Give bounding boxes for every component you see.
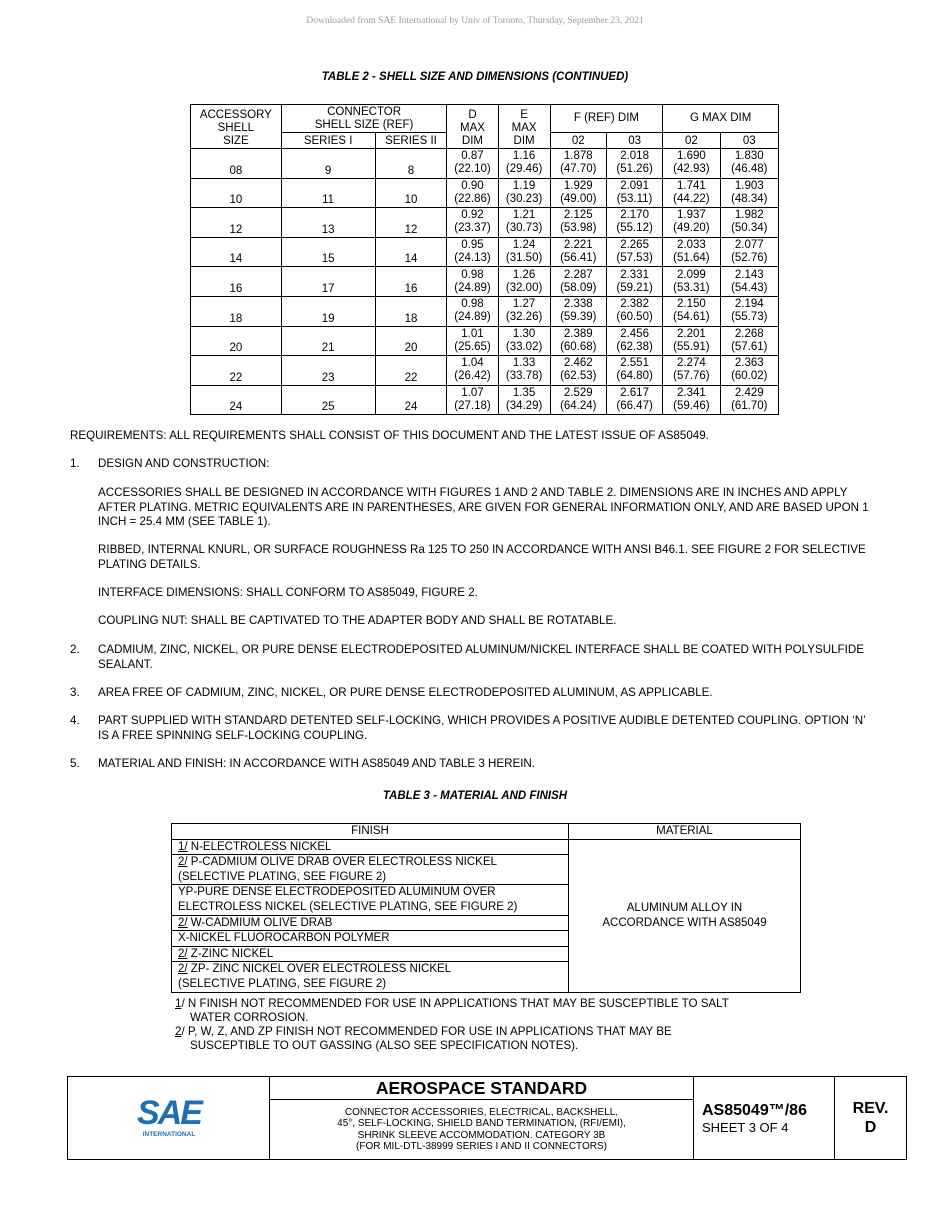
mm-value: (50.34) [731,222,768,235]
cell-e [498,267,550,297]
mm-value: (58.09) [560,281,597,294]
inch-value: 2.331 [620,268,649,281]
cell-e [498,385,550,415]
cell-g02 [663,385,720,415]
cell-f02 [550,385,606,415]
mm-value: (52.76) [731,252,768,265]
item-1-design-paragraph: ACCESSORIES SHALL BE DESIGNED IN ACCORDANCE WITH FIGURES 1 AND 2 AND TABLE 2. DIMENSIONS ARE IN INCHES AND APPLY AFTER PLATING. METRIC EQUIVALENTS ARE IN PARENTHESES, ARE GIVEN FOR GENERAL INFORMATION ONLY, AND ARE BASED UPON 1 INCH = 25.4 MM (SEE TABLE 1). [98,486,869,528]
mm-value: (23.37) [454,222,491,235]
material-finish-table [171,823,801,993]
item-1-coupling-nut-paragraph: COUPLING NUT: SHALL BE CAPTIVATED TO THE ADAPTER BODY AND SHALL BE ROTATABLE. [98,614,617,627]
mm-value: (62.38) [616,340,653,353]
mm-value: (59.46) [673,400,710,413]
cell-e [498,149,550,179]
inch-value: 2.617 [620,387,649,400]
item-4-text: PART SUPPLIED WITH STANDARD DETENTED SELF-LOCKING, WHICH PROVIDES A POSITIVE AUDIBLE DETENTED COUPLING. OPTION ‘N’ IS A FREE SPINNING SELF-LOCKING COUPLING. [98,714,866,742]
mm-value: (26.42) [454,370,491,383]
inch-value: 2.551 [620,357,649,370]
header-finish: FINISH [172,824,569,840]
sae-logo [68,1077,270,1160]
mm-value: (34.29) [505,400,543,413]
mm-value: (66.47) [616,400,653,413]
cell-s1: 15 [281,237,375,267]
cell-s2: 14 [375,237,447,267]
cell-s1: 17 [281,267,375,297]
inch-value: 1.33 [512,357,536,370]
mm-value: (47.70) [560,163,597,176]
table-row [191,296,779,326]
table-row [191,149,779,179]
mm-value: (31.50) [505,252,543,265]
requirements-statement: REQUIREMENTS: ALL REQUIREMENTS SHALL CONSIST OF THIS DOCUMENT AND THE LATEST ISSUE OF AS85049. [70,429,709,442]
inch-value: 2.363 [734,357,764,370]
table-row [191,237,779,267]
cell-g03 [720,237,778,267]
mm-value: (24.13) [454,252,491,265]
cell-f02 [550,208,606,238]
document-number: AS85049™/86 [702,1102,807,1119]
mm-value: (30.73) [505,222,543,235]
inch-value: 2.221 [563,239,593,252]
cell-g02 [663,267,720,297]
document-id-cell [694,1077,835,1160]
cell-d [447,296,498,326]
cell-g02 [663,356,720,386]
mm-value: (49.00) [560,192,597,205]
mm-value: (57.76) [673,370,710,383]
inch-value: 2.018 [620,150,649,163]
finish-row-z: 2/ Z-ZINC NICKEL [172,946,569,962]
cell-f03 [606,237,662,267]
cell-s1: 23 [281,356,375,386]
cell-s2: 10 [375,178,447,208]
inch-value: 0.98 [461,268,484,281]
inch-value: 2.529 [563,387,593,400]
inch-value: 2.033 [677,239,706,252]
finish-row-zp: 2/ ZP- ZINC NICKEL OVER ELECTROLESS NICKEL (SELECTIVE PLATING, SEE FIGURE 2) [172,962,569,992]
finish-row-yp: YP-PURE DENSE ELECTRODEPOSITED ALUMINUM OVER ELECTROLESS NICKEL (SELECTIVE PLATING, SEE FIGURE 2) [172,885,569,915]
inch-value: 2.150 [677,298,706,311]
inch-value: 1.07 [461,387,484,400]
inch-value: 0.90 [461,179,484,192]
cell-f03 [606,149,662,179]
shell-size-table-body [191,149,779,415]
cell-g03 [720,296,778,326]
revision-label: REV. [852,1100,889,1117]
cell-e [498,208,550,238]
inch-value: 2.170 [620,209,649,222]
inch-value: 2.125 [563,209,593,222]
download-watermark: Downloaded from SAE International by Univ of Toronto, Thursday, September 23, 2021 [306,16,644,26]
mm-value: (24.89) [454,311,491,324]
cell-d [447,385,498,415]
mm-value: (32.00) [505,281,543,294]
inch-value: 1.982 [734,209,764,222]
cell-acc: 10 [191,178,282,208]
inch-value: 2.077 [734,239,764,252]
cell-f03 [606,356,662,386]
mm-value: (59.39) [560,311,597,324]
inch-value: 1.24 [512,239,536,252]
inch-value: 1.16 [512,150,536,163]
cell-e [498,296,550,326]
cell-g03 [720,326,778,356]
inch-value: 1.30 [512,327,536,340]
mm-value: (22.10) [454,163,491,176]
inch-value: 2.338 [563,298,593,311]
inch-value: 1.929 [563,179,593,192]
aerospace-standard-heading: AEROSPACE STANDARD [270,1077,694,1100]
inch-value: 2.462 [563,357,593,370]
mm-value: (53.11) [616,192,653,205]
mm-value: (53.98) [560,222,597,235]
inch-value: 1.878 [563,150,593,163]
cell-g03 [720,178,778,208]
cell-f03 [606,385,662,415]
table-row [191,178,779,208]
header-d-max-dim: D MAX DIM [447,105,498,149]
item-5-text: MATERIAL AND FINISH: IN ACCORDANCE WITH AS85049 AND TABLE 3 HEREIN. [98,757,536,770]
cell-acc: 16 [191,267,282,297]
inch-value: 1.903 [734,179,764,192]
mm-value: (29.46) [505,163,543,176]
mm-value: (51.64) [673,252,710,265]
footnote-1: 1/ N FINISH NOT RECOMMENDED FOR USE IN APPLICATIONS THAT MAY BE SUSCEPTIBLE TO SALT WATER CORROSION. [175,997,729,1025]
cell-s1: 19 [281,296,375,326]
finish-row-n: 1/ N-ELECTROLESS NICKEL [172,839,569,855]
footnote-2: 2/ P, W, Z, AND ZP FINISH NOT RECOMMENDED FOR USE IN APPLICATIONS THAT MAY BE SUSCEPTIBLE TO OUT GASSING (ALSO SEE SPECIFICATION NOTES). [175,1025,672,1053]
cell-d [447,267,498,297]
mm-value: (48.34) [731,192,768,205]
title-block [67,1076,907,1160]
cell-d [447,178,498,208]
cell-d [447,237,498,267]
cell-acc: 18 [191,296,282,326]
cell-s1: 11 [281,178,375,208]
header-g-max-dim: G MAX DIM [663,105,779,133]
mm-value: (25.65) [454,340,491,353]
cell-f03 [606,326,662,356]
cell-acc: 22 [191,356,282,386]
mm-value: (44.22) [673,192,710,205]
inch-value: 2.194 [734,298,764,311]
inch-value: 2.143 [734,268,764,281]
revision-cell [835,1077,907,1160]
item-2-number: 2. [70,643,80,656]
header-f-03: 03 [606,133,662,149]
mm-value: (24.89) [454,281,491,294]
header-series-ii: SERIES II [375,133,447,149]
cell-g03 [720,149,778,179]
cell-f02 [550,178,606,208]
cell-f03 [606,178,662,208]
inch-value: 2.429 [734,387,764,400]
finish-row-w: 2/ W-CADMIUM OLIVE DRAB [172,915,569,931]
inch-value: 2.201 [677,327,706,340]
cell-g02 [663,296,720,326]
item-1-interface-paragraph: INTERFACE DIMENSIONS: SHALL CONFORM TO AS85049, FIGURE 2. [98,586,478,599]
header-accessory-shell-size: ACCESSORY SHELL SIZE [191,105,282,149]
cell-acc: 14 [191,237,282,267]
item-5-number: 5. [70,757,80,770]
mm-value: (57.61) [731,340,768,353]
mm-value: (55.73) [731,311,768,324]
inch-value: 0.98 [461,298,484,311]
cell-f02 [550,149,606,179]
cell-acc: 20 [191,326,282,356]
inch-value: 2.099 [677,268,706,281]
inch-value: 1.937 [677,209,706,222]
mm-value: (55.91) [673,340,710,353]
cell-e [498,356,550,386]
header-g-03: 03 [720,133,778,149]
inch-value: 0.92 [461,209,484,222]
mm-value: (57.53) [616,252,653,265]
inch-value: 2.287 [563,268,593,281]
inch-value: 1.26 [512,268,536,281]
cell-acc: 12 [191,208,282,238]
cell-g02 [663,178,720,208]
mm-value: (27.18) [454,400,491,413]
mm-value: (46.48) [731,163,768,176]
inch-value: 0.95 [461,239,484,252]
cell-f02 [550,267,606,297]
item-1-title: DESIGN AND CONSTRUCTION: [98,457,270,470]
sheet-number: SHEET 3 OF 4 [702,1120,789,1135]
finish-row-p: 2/ P-CADMIUM OLIVE DRAB OVER ELECTROLESS NICKEL (SELECTIVE PLATING, SEE FIGURE 2) [172,855,569,885]
inch-value: 1.35 [512,387,536,400]
mm-value: (30.23) [505,192,543,205]
cell-f02 [550,237,606,267]
cell-s2: 24 [375,385,447,415]
inch-value: 2.389 [563,327,593,340]
cell-g02 [663,149,720,179]
cell-d [447,356,498,386]
table2-caption: TABLE 2 - SHELL SIZE AND DIMENSIONS (CONTINUED) [321,71,629,83]
revision-value: D [864,1119,877,1136]
item-1-number: 1. [70,457,80,470]
cell-e [498,237,550,267]
cell-f02 [550,326,606,356]
cell-s2: 22 [375,356,447,386]
inch-value: 1.690 [677,150,706,163]
cell-f03 [606,208,662,238]
cell-f02 [550,296,606,326]
mm-value: (54.61) [673,311,710,324]
cell-g02 [663,208,720,238]
cell-acc: 24 [191,385,282,415]
inch-value: 1.04 [461,357,484,370]
header-material: MATERIAL [569,824,801,840]
inch-value: 0.87 [461,150,484,163]
mm-value: (33.02) [505,340,543,353]
cell-s2: 18 [375,296,447,326]
table-row [191,385,779,415]
mm-value: (32.26) [505,311,543,324]
cell-d [447,326,498,356]
cell-f03 [606,296,662,326]
sae-logo-subtext: INTERNATIONAL [142,1130,195,1138]
header-g-02: 02 [663,133,720,149]
cell-g03 [720,385,778,415]
item-2-text: CADMIUM, ZINC, NICKEL, OR PURE DENSE ELECTRODEPOSITED ALUMINUM/NICKEL INTERFACE SHALL BE COATED WITH POLYSULFIDE SEALANT. [98,643,864,671]
sae-logo-icon [129,1094,209,1140]
inch-value: 1.21 [512,209,536,222]
mm-value: (60.02) [731,370,768,383]
header-series-i: SERIES I [281,133,375,149]
cell-g02 [663,237,720,267]
inch-value: 1.27 [512,298,536,311]
table-row [191,326,779,356]
inch-value: 2.456 [620,327,649,340]
inch-value: 2.341 [677,387,706,400]
mm-value: (53.31) [673,281,710,294]
item-4-number: 4. [70,714,80,727]
cell-d [447,208,498,238]
mm-value: (60.68) [560,340,597,353]
cell-s1: 25 [281,385,375,415]
item-3-number: 3. [70,686,80,699]
header-f-02: 02 [550,133,606,149]
inch-value: 2.274 [677,357,706,370]
document-description: CONNECTOR ACCESSORIES, ELECTRICAL, BACKSHELL, 45°, SELF-LOCKING, SHIELD BAND TERMINATION, (RFI/EMI), SHRINK SLEEVE ACCOMMODATION. CATEGORY 3B (FOR MIL-DTL-38999 SERIES I AND II CONNECTORS) [270,1100,694,1160]
table3-caption: TABLE 3 - MATERIAL AND FINISH [382,790,568,802]
cell-s1: 9 [281,149,375,179]
mm-value: (49.20) [673,222,710,235]
inch-value: 1.19 [512,179,536,192]
cell-d [447,149,498,179]
mm-value: (55.12) [616,222,653,235]
header-connector-shell-size: CONNECTOR SHELL SIZE (REF) [281,105,447,133]
mm-value: (64.80) [616,370,653,383]
inch-value: 2.268 [734,327,764,340]
mm-value: (56.41) [560,252,597,265]
mm-value: (22.86) [454,192,491,205]
mm-value: (61.70) [731,400,768,413]
item-3-text: AREA FREE OF CADMIUM, ZINC, NICKEL, OR PURE DENSE ELECTRODEPOSITED ALUMINUM, AS APPLICABLE. [98,686,713,699]
table-row [191,208,779,238]
cell-s1: 21 [281,326,375,356]
cell-g03 [720,267,778,297]
cell-e [498,178,550,208]
shell-size-table [190,104,779,415]
inch-value: 1.01 [461,327,484,340]
cell-s1: 13 [281,208,375,238]
mm-value: (62.53) [560,370,597,383]
cell-f02 [550,356,606,386]
mm-value: (54.43) [731,281,768,294]
mm-value: (42.93) [673,163,710,176]
material-cell: ALUMINUM ALLOY IN ACCORDANCE WITH AS85049 [569,839,801,992]
cell-g03 [720,356,778,386]
cell-f03 [606,267,662,297]
header-f-ref-dim: F (REF) DIM [550,105,663,133]
cell-s2: 8 [375,149,447,179]
cell-s2: 12 [375,208,447,238]
item-1-surface-paragraph: RIBBED, INTERNAL KNURL, OR SURFACE ROUGHNESS Ra 125 TO 250 IN ACCORDANCE WITH ANSI B46.1. SEE FIGURE 2 FOR SELECTIVE PLATING DETAILS. [98,543,866,571]
cell-s2: 20 [375,326,447,356]
finish-row-x: X-NICKEL FLUOROCARBON POLYMER [172,931,569,947]
cell-g03 [720,208,778,238]
mm-value: (59.21) [616,281,653,294]
inch-value: 2.091 [620,179,649,192]
mm-value: (64.24) [560,400,597,413]
mm-value: (51.26) [616,163,653,176]
cell-e [498,326,550,356]
cell-s2: 16 [375,267,447,297]
mm-value: (33.78) [505,370,543,383]
cell-g02 [663,326,720,356]
sae-logo-wordmark: SAE [136,1093,201,1132]
cell-acc: 08 [191,149,282,179]
table-row [191,356,779,386]
inch-value: 1.830 [734,150,764,163]
inch-value: 2.265 [620,239,649,252]
table-row [191,267,779,297]
inch-value: 1.741 [677,179,706,192]
mm-value: (60.50) [616,311,653,324]
header-e-max-dim: E MAX DIM [498,105,550,149]
inch-value: 2.382 [620,298,649,311]
